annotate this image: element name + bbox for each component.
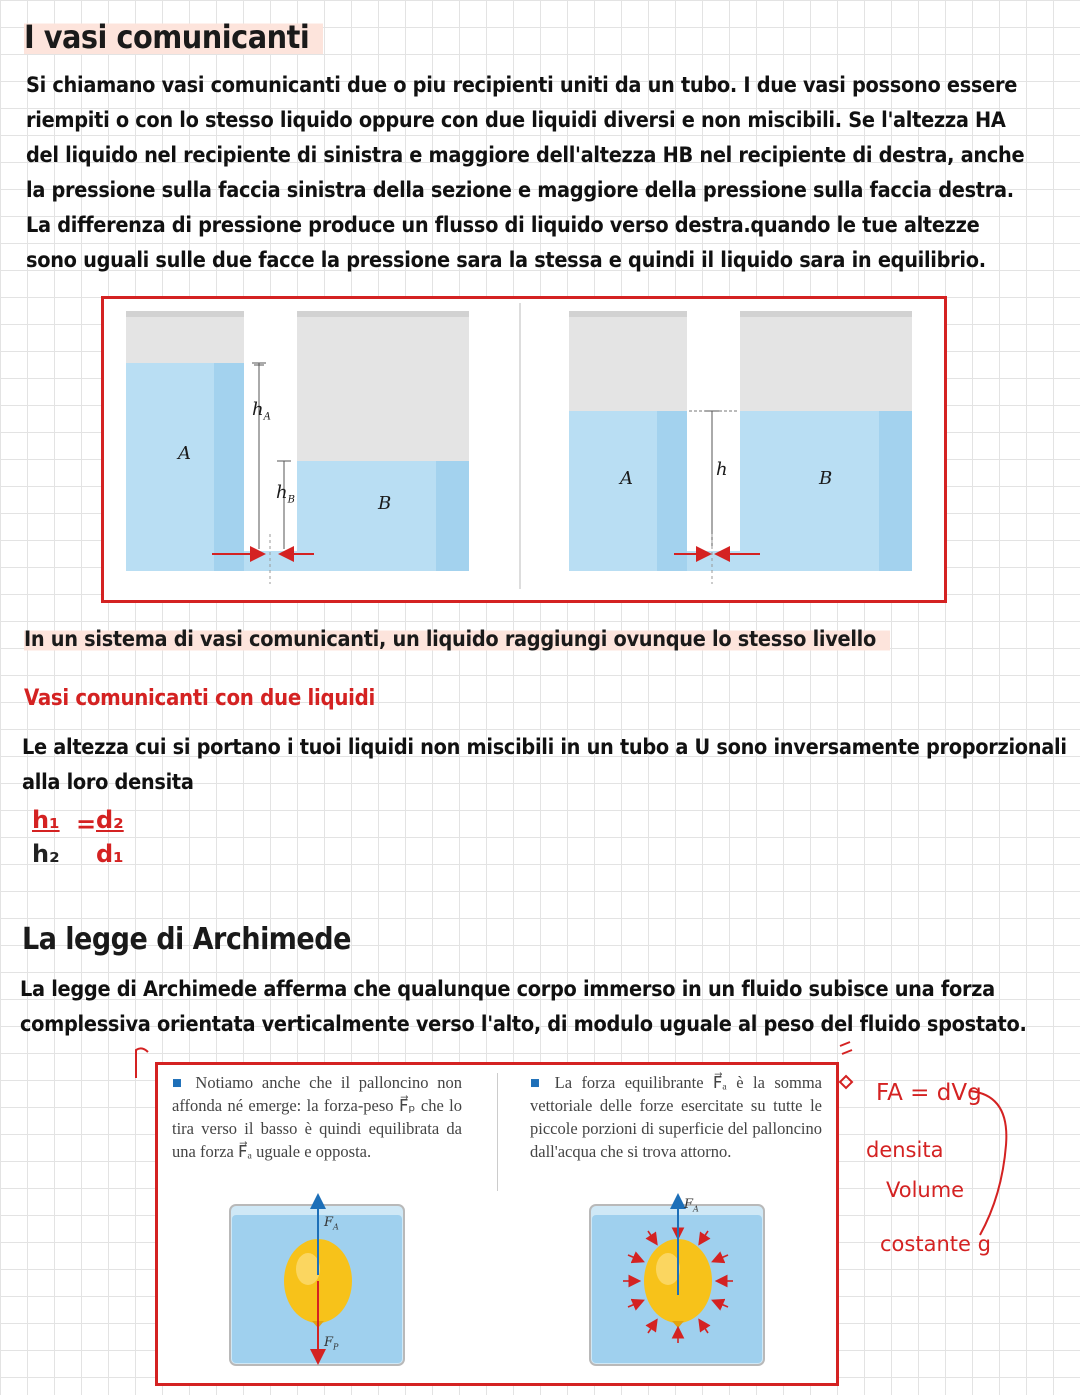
two-liquids-text: [22, 730, 1072, 800]
intro-paragraph: [26, 68, 1066, 278]
paragraph-line: riempiti o con lo stesso liquido oppure con due liquidi diversi e non miscibili. Se l'altezza HA: [26, 108, 1006, 133]
archimedes-title: La legge di Archimede: [22, 922, 351, 957]
label-b-right: B: [819, 468, 833, 489]
ratio-formula: [30, 806, 150, 876]
note-brace: [950, 1085, 1030, 1255]
formula-h2: h₂: [32, 840, 60, 868]
label-a-right: A: [620, 468, 633, 489]
note-formula: FA = dVg: [876, 1080, 982, 1106]
vessels-illustration: [104, 299, 944, 600]
label-b-left: B: [378, 493, 392, 514]
formula-d2: d₂: [96, 806, 124, 834]
paragraph-line: La legge di Archimede afferma che qualunque corpo immerso in un fluido subisce una forza: [20, 977, 995, 1002]
label-fa-right: $F_A$: [684, 1197, 699, 1214]
label-a-left: A: [178, 443, 191, 464]
paragraph-line: sono uguali sulle due facce la pressione sara la stessa e quindi il liquido sara in equilibrio.: [26, 248, 986, 273]
book-text-left: ■ Notiamo anche che il palloncino non affonda né emerge: la forza-peso F⃗ₚ che lo tira verso il basso è quindi equilibrata da una forza F⃗ₐ uguale e opposta.: [172, 1073, 462, 1161]
paragraph-line: La differenza di pressione produce un flusso di liquido verso destra.quando le tue altezze: [26, 213, 980, 238]
note-densita: densita: [866, 1138, 944, 1162]
margin-mark-left: [132, 1044, 152, 1080]
archimedes-text: [20, 972, 1070, 1042]
note-costante: costante g: [880, 1232, 991, 1256]
paragraph-line: complessiva orientata verticalmente verso l'alto, di modulo uguale al peso del fluido spostato.: [20, 1012, 1027, 1037]
page-title: I vasi comunicanti: [24, 18, 323, 56]
balloon-illustration: [158, 1185, 836, 1380]
archimedes-figure: [155, 1062, 839, 1386]
paragraph-line: Le altezza cui si portano i tuoi liquidi non miscibili in un tubo a U sono inversamente proporzionali: [22, 735, 1067, 760]
label-fp: $F_P$: [324, 1335, 339, 1352]
label-h: h: [716, 459, 728, 480]
left-vessel-a: [126, 311, 244, 571]
label-fa-left: $F_A$: [324, 1215, 339, 1232]
label-hb: $h_B$: [276, 482, 295, 506]
paragraph-line: alla loro densita: [22, 770, 194, 795]
paragraph-line: del liquido nel recipiente di sinistra e maggiore dell'altezza HB nel recipiente di destra, anche: [26, 143, 1025, 168]
paragraph-line: Si chiamano vasi comunicanti due o piu recipienti uniti da un tubo. I due vasi possono essere: [26, 73, 1018, 98]
formula-d1: d₁: [96, 840, 124, 868]
communicating-vessels-figure: [101, 296, 947, 603]
paragraph-line: la pressione sulla faccia sinistra della sezione e maggiore della pressione sulla faccia destra.: [26, 178, 1014, 203]
book-divider: [497, 1073, 498, 1191]
label-ha: $h_A$: [252, 399, 271, 423]
margin-mark-right: [836, 1040, 866, 1090]
right-vessel-a: [569, 311, 687, 571]
note-volume: Volume: [886, 1178, 965, 1202]
subheading-two-liquids: Vasi comunicanti con due liquidi: [24, 686, 375, 711]
formula-equals: =: [76, 810, 97, 838]
left-vessel-b: [297, 311, 469, 571]
formula-h1: h₁: [32, 806, 60, 834]
book-text-right: ■ La forza equilibrante F⃗ₐ è la somma vettoriale delle forze esercitate su tutte le piccole porzioni di superficie del palloncino dall'acqua che si trova attorno.: [530, 1073, 822, 1161]
statement: In un sistema di vasi comunicanti, un liquido raggiungi ovunque lo stesso livello: [24, 627, 890, 652]
right-vessel-b: [740, 311, 912, 571]
